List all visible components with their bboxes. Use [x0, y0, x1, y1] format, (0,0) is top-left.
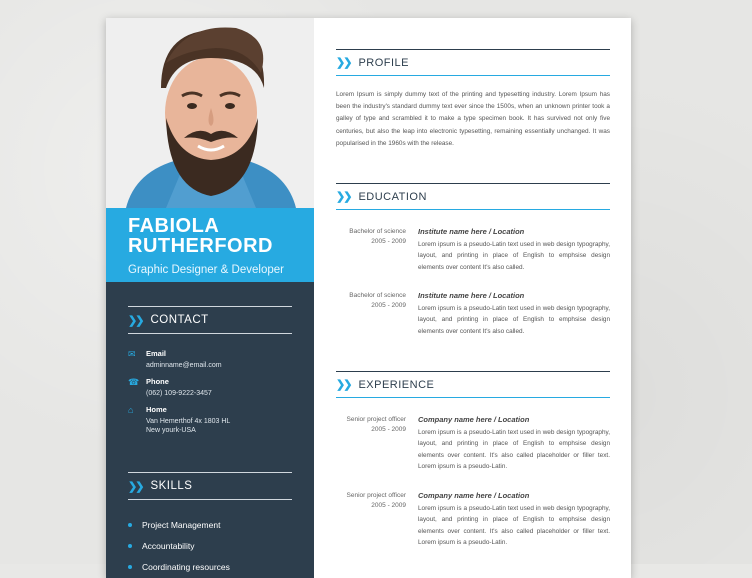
years-label: 2005 - 2009 — [371, 426, 406, 433]
profile-text: Lorem Ipsum is simply dummy text of the printing and typesetting industry. Lorem Ipsum has been the industry's standard dummy text ever since the 1500s, when an unknown printer took a galley of type and scrambled it to make a type specimen book. It has survived not only five centuries, but also the leap into electronic typesetting, remaining essentially unchanged. It was popularised in the 1960s with the release. — [336, 91, 610, 147]
left-column — [106, 18, 314, 578]
double-chevron-icon: ❯❯ — [336, 191, 351, 203]
double-chevron-icon: ❯❯ — [128, 480, 143, 493]
bullet-icon — [128, 565, 132, 569]
contact-home — [128, 405, 298, 435]
education-entry — [328, 291, 610, 337]
institute-title: Institute name here / Location — [418, 227, 525, 236]
profile-photo — [106, 18, 314, 208]
home-address-line1: Van Hemerthof 4x 1803 HL — [146, 418, 231, 425]
company-title: Company name here / Location — [418, 491, 530, 500]
contact-phone — [128, 377, 298, 398]
experience-heading — [336, 371, 610, 398]
first-name: FABIOLA — [128, 215, 220, 237]
profile-heading — [336, 49, 610, 76]
entry-description: Lorem ipsum is a pseudo-Latin text used in web design typography, layout, and printing in place of English to emphsise design elements over content It's also called. — [418, 305, 610, 335]
contact-heading — [128, 306, 292, 334]
bullet-icon — [128, 523, 132, 527]
contact-heading-label: CONTACT — [150, 314, 209, 326]
skill-item: Accountability — [128, 535, 230, 556]
institute-title: Institute name here / Location — [418, 291, 525, 300]
years-label: 2005 - 2009 — [371, 238, 406, 245]
entry-description: Lorem ipsum is a pseudo-Latin text used in web design typography, layout, and printing in place of English to emphsise design elements over content. It's also called placeholder or filler text. Lorem ipsum is a pseudo-Latin. — [418, 429, 610, 471]
skill-item: Coordinating resources — [128, 556, 230, 577]
experience-entry — [328, 415, 610, 473]
home-icon: ⌂ — [128, 405, 134, 415]
entry-description: Lorem ipsum is a pseudo-Latin text used in web design typography, layout, and printing in place of English to emphsise design elements over content. It's also called placeholder or filler text. Lorem ipsum is a pseudo-Latin. — [418, 505, 610, 547]
bullet-icon — [128, 544, 132, 548]
phone-icon: ☎ — [128, 377, 140, 387]
double-chevron-icon: ❯❯ — [336, 379, 351, 391]
home-label: Home — [146, 405, 167, 414]
contact-email — [128, 349, 298, 370]
profile-heading-label: PROFILE — [358, 56, 410, 69]
double-chevron-icon: ❯❯ — [128, 314, 143, 327]
mail-icon: ✉ — [128, 349, 136, 359]
education-heading-label: EDUCATION — [358, 190, 427, 203]
entry-description: Lorem ipsum is a pseudo-Latin text used in web design typography, layout, and printing in place of English to emphsise design elements over content It's also called. — [418, 241, 610, 271]
education-heading — [336, 183, 610, 210]
right-column — [314, 18, 631, 578]
degree-label: Bachelor of science — [349, 292, 406, 299]
experience-heading-label: EXPERIENCE — [358, 378, 435, 391]
phone-value: (062) 109-9222-3457 — [146, 390, 212, 397]
email-label: Email — [146, 349, 167, 358]
company-title: Company name here / Location — [418, 415, 530, 424]
experience-entry — [328, 491, 610, 549]
double-chevron-icon: ❯❯ — [336, 57, 351, 69]
education-entry — [328, 227, 610, 273]
years-label: 2005 - 2009 — [371, 302, 406, 309]
home-address-line2: New yourk-USA — [146, 427, 196, 434]
position-label: Senior project officer — [346, 492, 406, 499]
portrait-illustration — [106, 18, 314, 208]
resume-sheet — [106, 18, 631, 578]
skills-heading-label: SKILLS — [150, 480, 193, 492]
name-banner — [106, 208, 314, 282]
skills-list — [128, 514, 230, 577]
skills-heading — [128, 472, 292, 500]
email-value[interactable]: adminname@email.com — [146, 362, 222, 369]
job-role: Graphic Designer & Developer — [128, 264, 284, 276]
degree-label: Bachelor of science — [349, 228, 406, 235]
phone-label: Phone — [146, 377, 169, 386]
skill-item: Project Management — [128, 514, 230, 535]
last-name: RUTHERFORD — [128, 235, 273, 257]
position-label: Senior project officer — [346, 416, 406, 423]
years-label: 2005 - 2009 — [371, 502, 406, 509]
